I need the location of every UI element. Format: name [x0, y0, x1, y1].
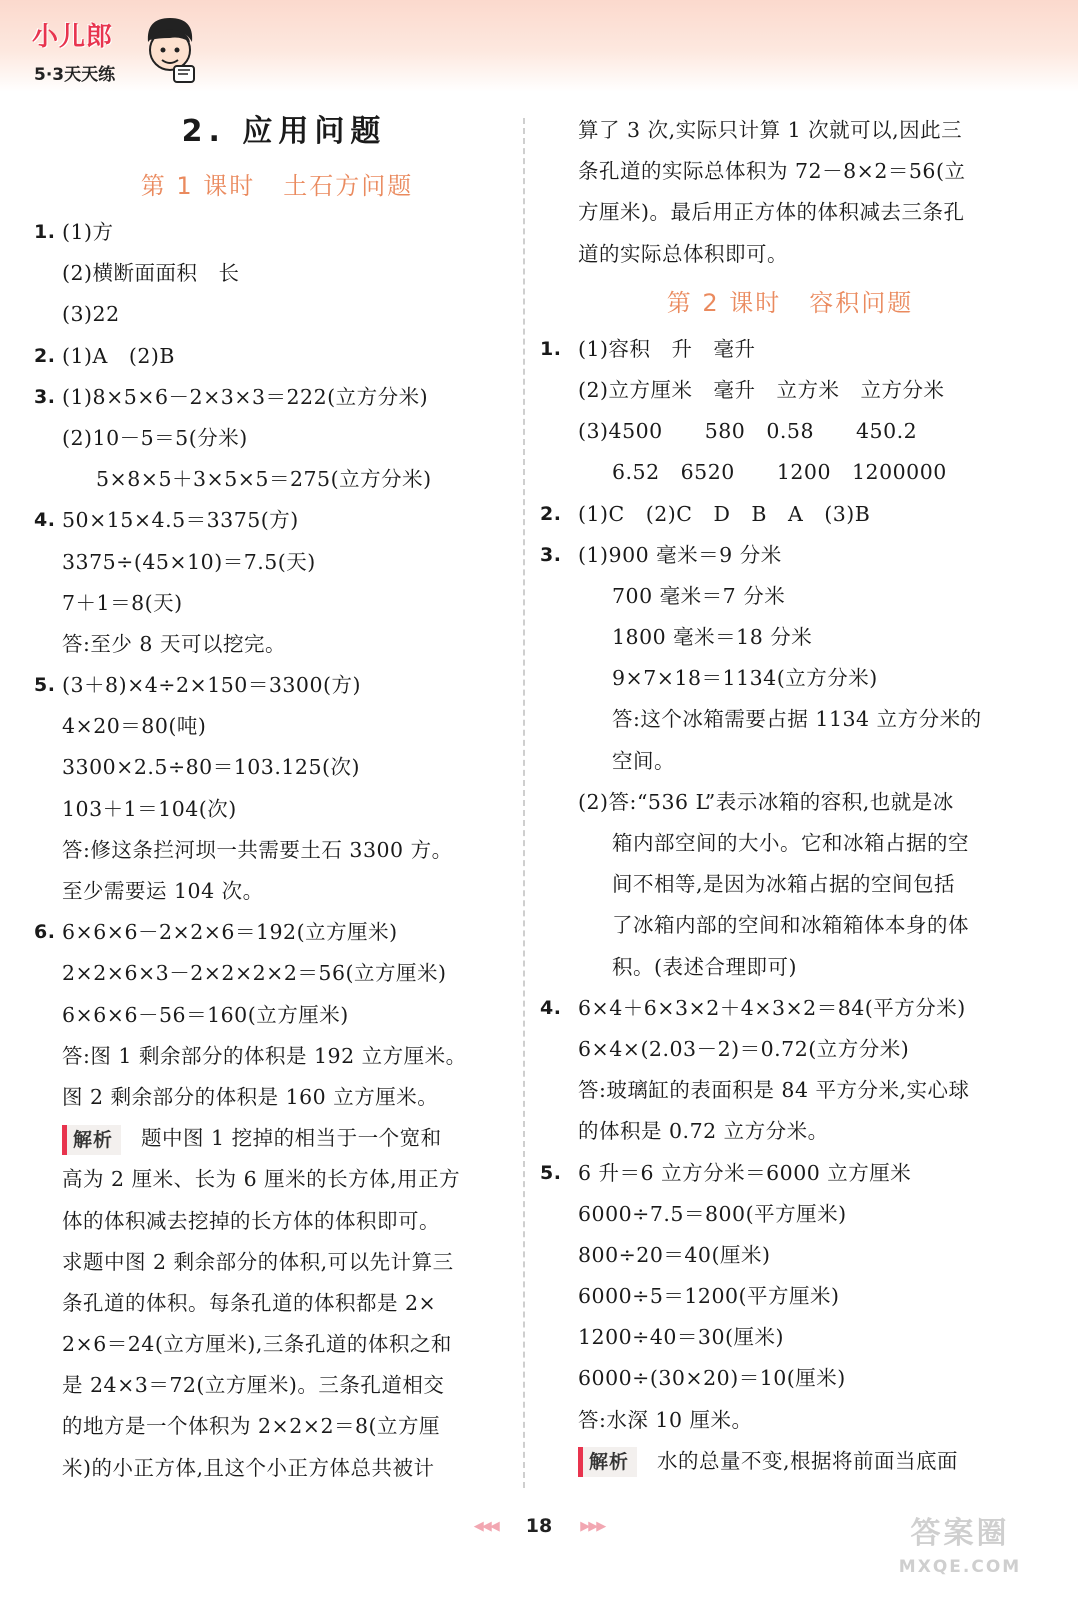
answer-line: 空间。 [612, 748, 675, 773]
answer-line: 间不相等,是因为冰箱占据的空间包括 [612, 872, 956, 897]
answer-line: 5×8×5＋3×5×5＝275(立方分米) [96, 467, 432, 492]
answer-line: 7＋1＝8(天) [62, 590, 183, 615]
lesson-1-label: 第 1 课时 [140, 172, 256, 200]
analysis-line: 水的总量不变,根据将前面当底面 [657, 1448, 959, 1473]
answer-line: (1)A (2)B [62, 343, 175, 368]
answer-line: 答:至少 8 天可以挖完。 [62, 631, 286, 656]
page-number: 18 [525, 1515, 553, 1537]
question-number: 5. [34, 674, 56, 697]
answer-line: (1)900 毫米＝9 分米 [578, 542, 782, 567]
answer-line: 6.52 6520 1200 1200000 [612, 460, 947, 485]
analysis-line: 算了 3 次,实际只计算 1 次就可以,因此三 [578, 118, 963, 142]
chapter-title: 2. 应用问题 [181, 114, 387, 149]
analysis-line: 的地方是一个体积为 2×2×2＝8(立方厘 [62, 1414, 441, 1439]
question-5 [34, 665, 520, 912]
analysis-line: 米)的小正方体,且这个小正方体总共被计 [62, 1455, 435, 1480]
analysis-line: 高为 2 厘米、长为 6 厘米的长方体,用正方 [62, 1167, 461, 1192]
answer-line: 4×20＝80(吨) [62, 714, 207, 739]
question-6 [34, 912, 520, 1118]
lesson-2-label: 第 2 课时 [666, 288, 782, 317]
answer-line: 50×15×4.5＝3375(方) [62, 508, 299, 533]
analysis-line: 是 24×3＝72(立方厘米)。三条孔道相交 [62, 1373, 445, 1398]
question-number: 1. [34, 221, 56, 243]
answer-line: 103＋1＝104(次) [62, 796, 237, 821]
answer-line: 积。(表述合理即可) [612, 954, 797, 979]
answer-line: (2)横断面面积 长 [62, 261, 240, 286]
analysis-line: 条孔道的实际总体积为 72－8×2＝56(立 [578, 159, 966, 184]
answer-line: (1)C (2)C D B A (3)B [578, 501, 871, 526]
answer-line: (3)22 [62, 302, 120, 327]
question-3 [34, 377, 520, 501]
question-4 [540, 988, 1040, 1153]
answer-line: 1200÷40＝30(厘米) [578, 1325, 785, 1350]
column-divider [523, 118, 525, 1488]
answer-line: (2)10－5＝5(分米) [62, 425, 248, 450]
question-number: 2. [34, 344, 56, 367]
question-number: 2. [540, 502, 562, 525]
answer-line: 800÷20＝40(厘米) [578, 1242, 771, 1267]
question-4 [34, 500, 520, 665]
answer-line: 了冰箱内部的空间和冰箱箱体本身的体 [612, 913, 969, 938]
answer-line: 6000÷5＝1200(平方厘米) [578, 1284, 840, 1309]
analysis-line: 题中图 1 挖掉的相当于一个宽和 [141, 1126, 442, 1151]
analysis-line: 求题中图 2 剩余部分的体积,可以先计算三 [62, 1249, 454, 1274]
answer-line: (2)答:“536 L”表示冰箱的容积,也就是冰 [578, 789, 954, 814]
answer-line: 答:图 1 剩余部分的体积是 192 立方厘米。 [62, 1043, 467, 1068]
watermark-title: 答案圈 [910, 1516, 1010, 1551]
answer-line: 3300×2.5÷80＝103.125(次) [62, 755, 360, 780]
analysis-line: 方厘米)。最后用正方体的体积减去三条孔 [578, 200, 965, 225]
lesson-1-title [34, 160, 520, 212]
lesson-1-topic: 土石方问题 [283, 172, 414, 200]
answer-line: (1)方 [62, 220, 114, 244]
answer-line: 9×7×18＝1134(立方分米) [612, 666, 878, 691]
question-5 [540, 1153, 1040, 1441]
answer-line: 6000÷7.5＝800(平方厘米) [578, 1201, 847, 1226]
answer-line: 答:水深 10 厘米。 [578, 1407, 753, 1432]
analysis-line: 体的体积减去挖掉的长方体的体积即可。 [62, 1208, 440, 1233]
answer-line: (1)容积 升 毫升 [578, 336, 756, 361]
analysis-badge: 解析 [62, 1125, 121, 1155]
question-number: 6. [34, 921, 56, 944]
question-2 [540, 494, 1040, 535]
brand-subtitle: 5·3天天练 [34, 65, 116, 85]
analysis-line: 条孔道的体积。每条孔道的体积都是 2× [62, 1290, 437, 1315]
answer-line: 6×6×6－2×2×6＝192(立方厘米) [62, 920, 398, 945]
answer-line: 答:修这条拦河坝一共需要土石 3300 方。 [62, 837, 453, 862]
question-number: 3. [540, 543, 562, 566]
right-arrows-icon: ▶▶▶ [580, 1518, 605, 1534]
analysis-block [540, 1441, 1040, 1482]
question-number: 4. [540, 996, 562, 1019]
right-column [540, 110, 1040, 1482]
lesson-2-title [540, 277, 1040, 329]
question-3 [540, 535, 1040, 988]
lesson-2-topic: 容积问题 [809, 288, 914, 317]
question-number: 3. [34, 385, 56, 408]
answer-line: 6×4×(2.03－2)＝0.72(立方分米) [578, 1036, 910, 1061]
answer-line: 答:玻璃缸的表面积是 84 平方分米,实心球 [578, 1078, 970, 1103]
question-number: 5. [540, 1161, 562, 1184]
answer-line: (3)4500 580 0.58 450.2 [578, 419, 918, 444]
question-number: 1. [540, 337, 562, 360]
brand-logo [28, 16, 198, 88]
left-column [34, 110, 520, 1489]
answer-line: 700 毫米＝7 分米 [612, 583, 786, 608]
analysis-badge: 解析 [578, 1447, 637, 1477]
answer-line: 1800 毫米＝18 分米 [612, 625, 813, 650]
answer-line: 6×4＋6×3×2＋4×3×2＝84(平方分米) [578, 995, 966, 1020]
answer-line: 的体积是 0.72 立方分米。 [578, 1119, 829, 1144]
question-number: 4. [34, 509, 56, 532]
answer-line: 3375÷(45×10)＝7.5(天) [62, 549, 316, 574]
analysis-block [34, 1118, 520, 1489]
answer-line: 箱内部空间的大小。它和冰箱占据的空 [612, 831, 969, 855]
question-1 [34, 212, 520, 336]
answer-line: (1)8×5×6－2×3×3＝222(立方分米) [62, 384, 429, 409]
answer-line: 6×6×6－56＝160(立方厘米) [62, 1002, 349, 1027]
left-arrows-icon: ◀◀◀ [473, 1518, 498, 1534]
brand-title: 小儿郎 [32, 22, 114, 52]
watermark [860, 1512, 1060, 1592]
answer-line: 图 2 剩余部分的体积是 160 立方厘米。 [62, 1084, 439, 1109]
question-1 [540, 329, 1040, 494]
analysis-line: 道的实际总体积即可。 [578, 241, 788, 266]
mascot-boy-icon [134, 12, 206, 88]
watermark-url: MXQE.COM [898, 1557, 1022, 1577]
answer-line: (2)立方厘米 毫升 立方米 立方分米 [578, 377, 945, 402]
answer-line: 至少需要运 104 次。 [62, 879, 264, 903]
analysis-continuation [540, 110, 1040, 275]
answer-line: (3＋8)×4÷2×150＝3300(方) [62, 673, 361, 698]
answer-line: 6 升＝6 立方分米＝6000 立方厘米 [578, 1160, 912, 1185]
answer-line: 6000÷(30×20)＝10(厘米) [578, 1366, 846, 1391]
question-2 [34, 336, 520, 377]
answer-line: 2×2×6×3－2×2×2×2＝56(立方厘米) [62, 961, 447, 986]
answer-line: 答:这个冰箱需要占据 1134 立方分米的 [612, 707, 982, 732]
analysis-line: 2×6＝24(立方厘米),三条孔道的体积之和 [62, 1332, 452, 1357]
